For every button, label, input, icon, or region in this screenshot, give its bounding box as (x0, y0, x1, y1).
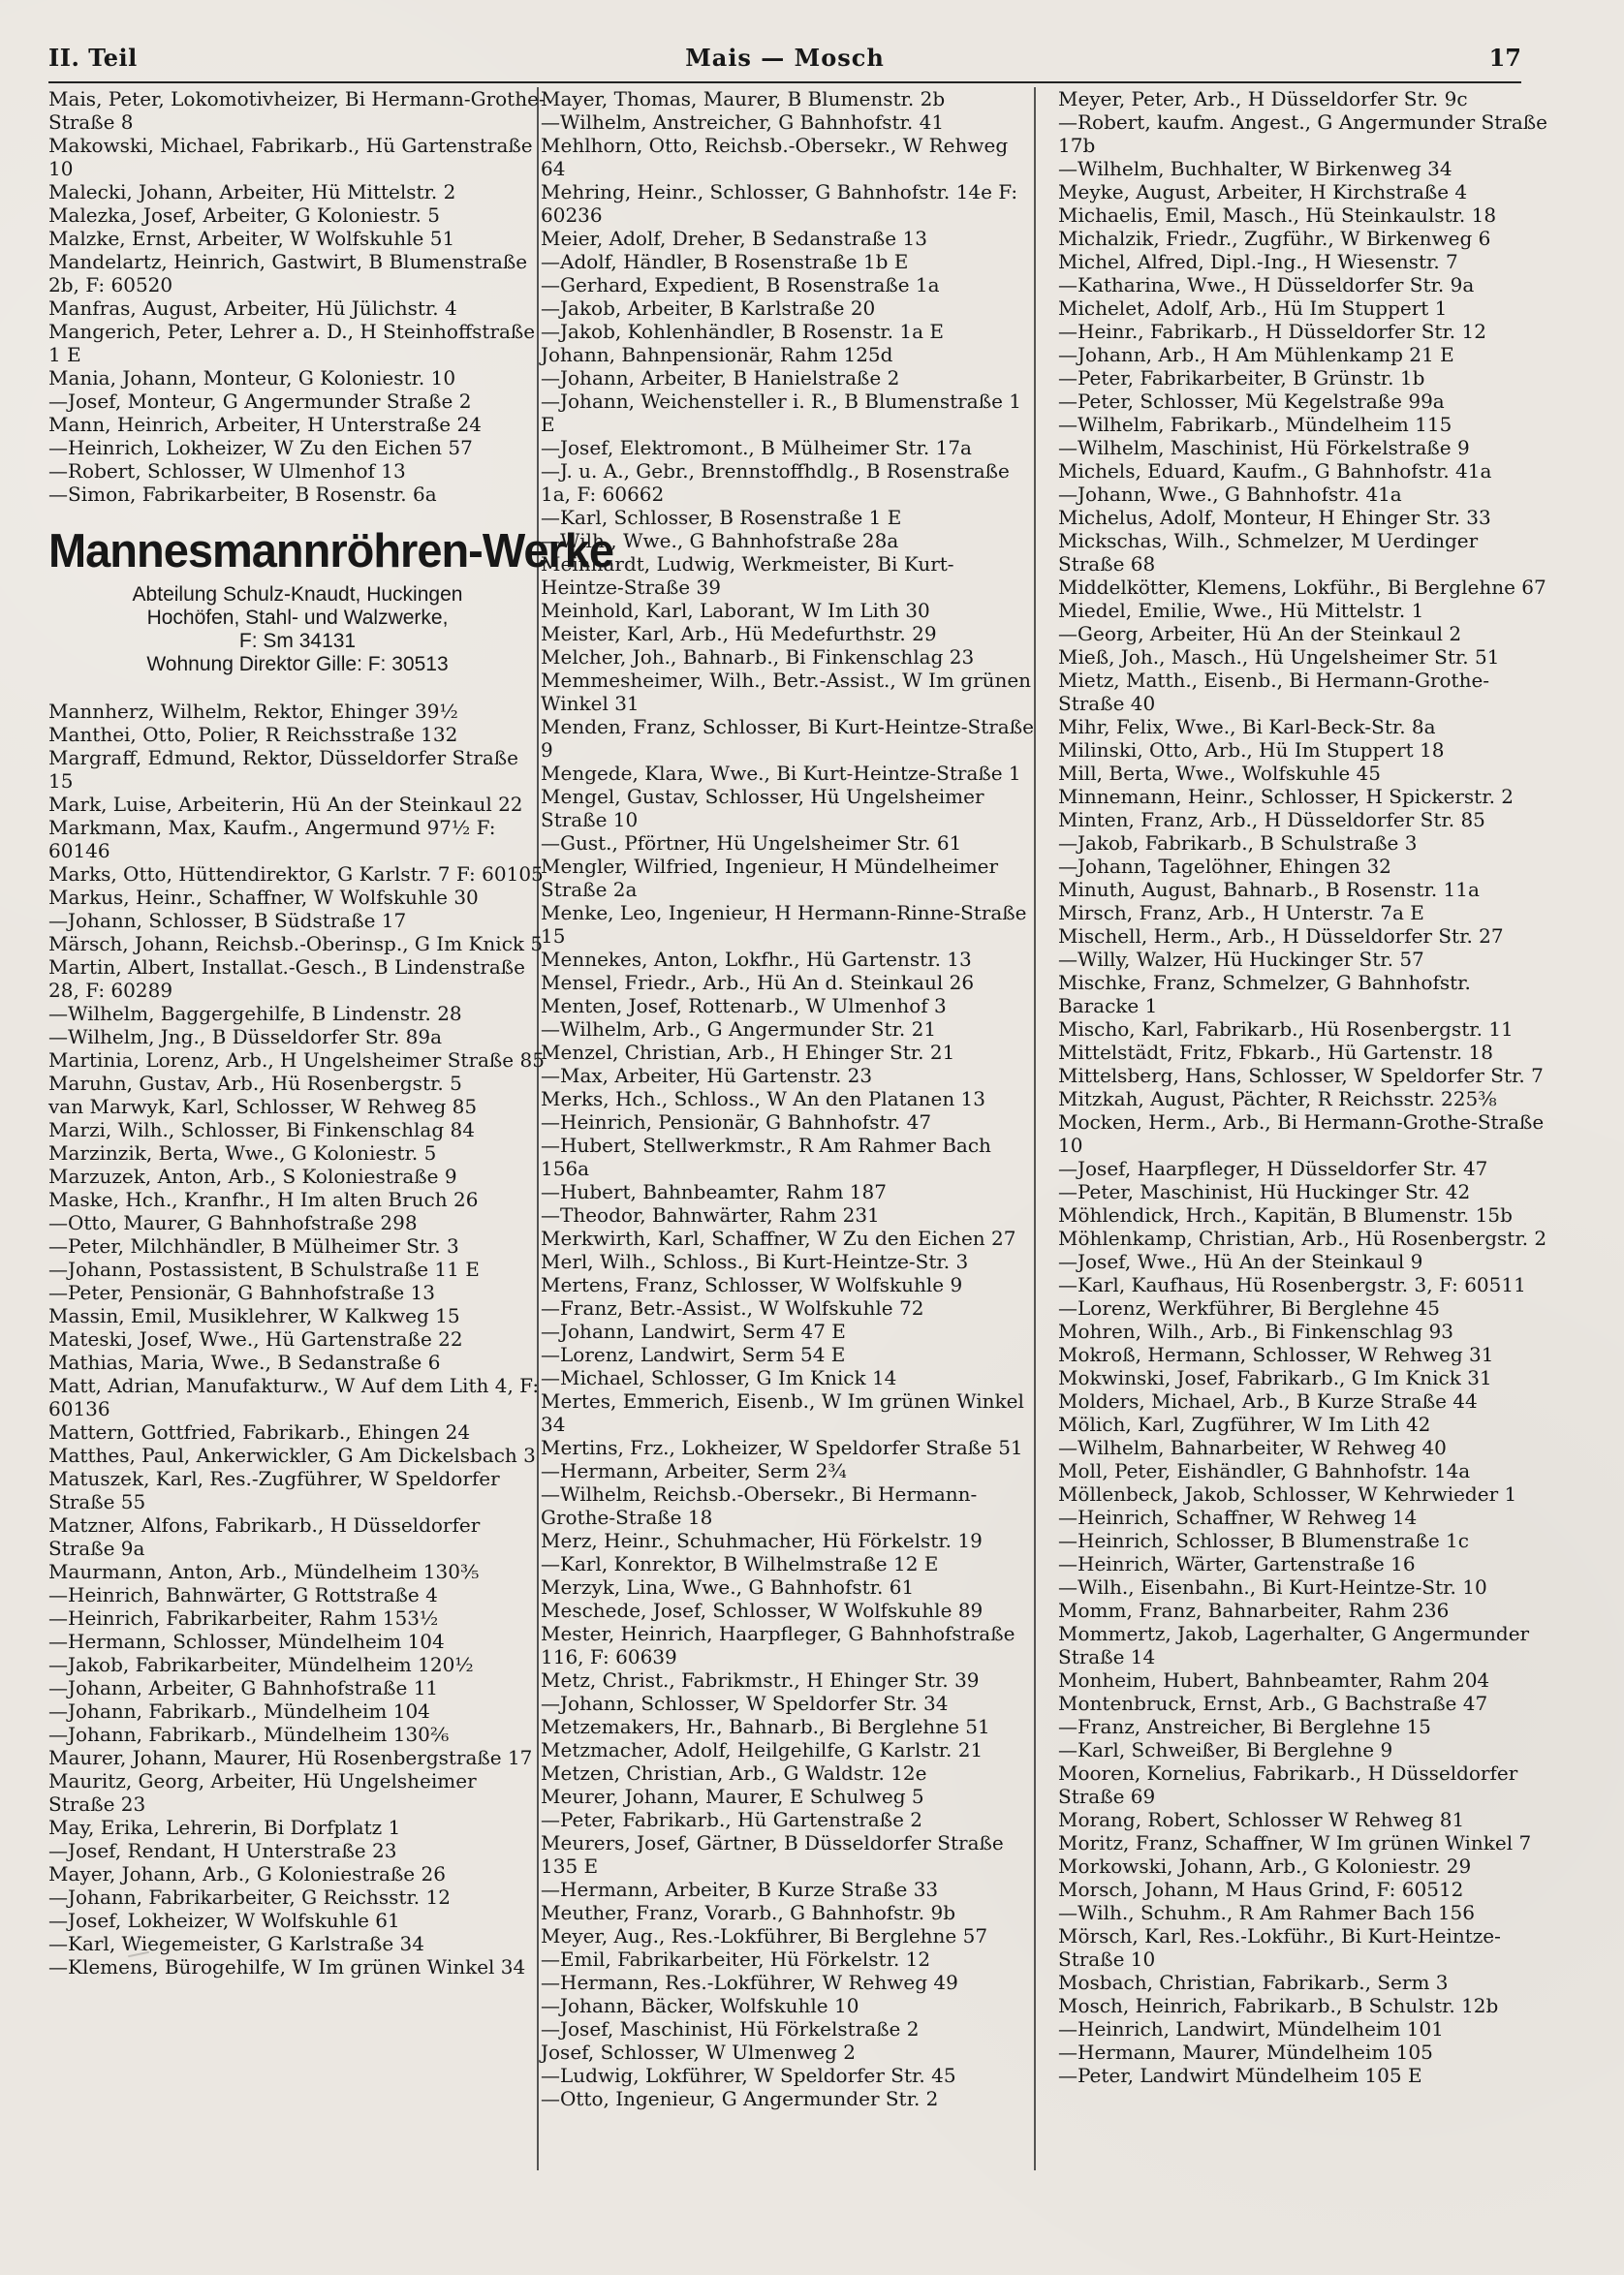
directory-entry: Margraff, Edmund, Rektor, Düsseldorfer Straße 15 (48, 745, 518, 793)
directory-entry: Mocken, Herm., Arb., Bi Hermann-Grothe-Straße 10 (1058, 1110, 1545, 1157)
directory-entry: —Heinrich, Schaffner, W Rehweg 14 (1058, 1506, 1418, 1529)
directory-entry: Mosch, Heinrich, Fabrikarb., B Schulstr. 12b (1058, 1994, 1499, 2017)
directory-entry: —Heinrich, Fabrikarbeiter, Rahm 153½ (48, 1605, 439, 1630)
directory-entry: Mengel, Gustav, Schlosser, Hü Ungelsheimer Straße 10 (541, 785, 984, 831)
directory-entry: Mandelartz, Heinrich, Gastwirt, B Blumenstraße 2b, F: 60520 (48, 250, 528, 296)
directory-entry: Möhlendick, Hrch., Kapitän, B Blumenstr. 15b (1058, 1203, 1513, 1227)
directory-entry: Melcher, Joh., Bahnarb., Bi Finkenschlag 23 (541, 645, 975, 669)
directory-entry: —Josef, Maschinist, Hü Förkelstraße 2 (541, 2017, 920, 2041)
directory-entry: Middelkötter, Klemens, Lokführ., Bi Berglehne 67 (1058, 576, 1546, 599)
directory-entry: —Peter, Fabrikarb., Hü Gartenstraße 2 (541, 1808, 922, 1831)
directory-entry: —Johann, Fabrikarbeiter, G Reichsstr. 12 (48, 1885, 451, 1909)
directory-entry: —Josef, Lokheizer, W Wolfskuhle 61 (48, 1908, 400, 1932)
directory-entry: —Hermann, Arbeiter, Serm 2¾ (541, 1459, 847, 1482)
directory-entry: Mittelsberg, Hans, Schlosser, W Speldorfer Str. 7 (1058, 1064, 1544, 1087)
directory-entry: Mengler, Wilfried, Ingenieur, H Mündelheimer Straße 2a (541, 855, 999, 901)
directory-entry: Johann, Bahnpensionär, Rahm 125d (541, 343, 893, 366)
directory-entry: Mateski, Josef, Wwe., Hü Gartenstraße 22 (48, 1326, 463, 1351)
directory-entry: Minten, Franz, Arb., H Düsseldorfer Str. 85 (1058, 808, 1485, 831)
directory-entry: Mooren, Kornelius, Fabrikarb., H Düsseldorfer Straße 69 (1058, 1761, 1518, 1808)
directory-column-2 (541, 87, 1035, 2110)
directory-entry: —Otto, Maurer, G Bahnhofstraße 298 (48, 1210, 418, 1234)
company-name: Mannesmannröhren-Werke (48, 522, 614, 577)
directory-entry: —Hermann, Schlosser, Mündelheim 104 (48, 1629, 445, 1653)
directory-entry: Merkwirth, Karl, Schaffner, W Zu den Eichen 27 (541, 1227, 1016, 1250)
directory-entry: Meurers, Josef, Gärtner, B Düsseldorfer Straße 135 E (541, 1831, 1004, 1878)
directory-entry: —Josef, Elektromont., B Mülheimer Str. 17a (541, 436, 972, 459)
page-number: 17 (1488, 44, 1521, 72)
directory-entry: —Josef, Haarpfleger, H Düsseldorfer Str. 47 (1058, 1157, 1488, 1180)
directory-entry: Mommertz, Jakob, Lagerhalter, G Angermunder Straße 14 (1058, 1622, 1530, 1668)
directory-entry: Meurer, Johann, Maurer, E Schulweg 5 (541, 1785, 924, 1808)
directory-entry: Meier, Adolf, Dreher, B Sedanstraße 13 (541, 227, 927, 250)
directory-entry: Mittelstädt, Fritz, Fbkarb., Hü Gartenstr. 18 (1058, 1041, 1493, 1064)
directory-entry: Metzen, Christian, Arb., G Waldstr. 12e (541, 1761, 927, 1785)
directory-entry: Merzyk, Lina, Wwe., G Bahnhofstr. 61 (541, 1575, 915, 1599)
directory-entry: —Johann, Wwe., G Bahnhofstr. 41a (1058, 483, 1402, 506)
directory-entry: —Heinrich, Lokheizer, W Zu den Eichen 57 (48, 436, 473, 459)
page-header (48, 43, 1521, 83)
directory-entry: Moritz, Franz, Schaffner, W Im grünen Winkel 7 (1058, 1831, 1532, 1854)
directory-entry: Mayer, Johann, Arb., G Koloniestraße 26 (48, 1861, 446, 1885)
directory-column-3 (1058, 87, 1548, 2087)
directory-entry: Meinhardt, Ludwig, Werkmeister, Bi Kurt-Heintze-Straße 39 (541, 552, 954, 599)
directory-entry: —Gerhard, Expedient, B Rosenstraße 1a (541, 273, 940, 296)
directory-entry: —Heinrich, Pensionär, G Bahnhofstr. 47 (541, 1110, 932, 1134)
directory-entry: Metzmacher, Adolf, Heilgehilfe, G Karlstr. 21 (541, 1738, 984, 1761)
directory-entry: Molders, Michael, Arb., B Kurze Straße 44 (1058, 1389, 1478, 1413)
directory-entry: Momm, Franz, Bahnarbeiter, Rahm 236 (1058, 1599, 1450, 1622)
directory-entry: —Lorenz, Landwirt, Serm 54 E (541, 1343, 846, 1366)
directory-entry: Maske, Hch., Kranfhr., H Im alten Bruch 26 (48, 1187, 479, 1211)
directory-entry: Michel, Alfred, Dipl.-Ing., H Wiesenstr. 7 (1058, 250, 1458, 273)
ad-line-4: Wohnung Direktor Gille: F: 30513 (146, 652, 449, 675)
directory-entry: Malezka, Josef, Arbeiter, G Koloniestr. 5 (48, 203, 440, 227)
directory-entry: —Wilhelm, Maschinist, Hü Förkelstraße 9 (1058, 436, 1470, 459)
directory-entry: Metz, Christ., Fabrikmstr., H Ehinger Str. 39 (541, 1668, 980, 1692)
directory-entry: Malzke, Ernst, Arbeiter, W Wolfskuhle 51 (48, 227, 455, 250)
ad-line-2: Hochöfen, Stahl- und Walzwerke, (146, 606, 449, 629)
directory-entry: —Josef, Monteur, G Angermunder Straße 2 (48, 390, 472, 413)
directory-entry: Moll, Peter, Eishändler, G Bahnhofstr. 14a (1058, 1459, 1471, 1482)
directory-entry: —J. u. A., Gebr., Brennstoffhdlg., B Rosenstraße 1a, F: 60662 (541, 459, 1010, 506)
directory-entry: —Jakob, Arbeiter, B Karlstraße 20 (541, 296, 876, 320)
directory-entry: —Klemens, Bürogehilfe, W Im grünen Winkel 34 (48, 1954, 526, 1979)
directory-entry: —Heinrich, Bahnwärter, G Rottstraße 4 (48, 1582, 438, 1606)
directory-entry: —Josef, Wwe., Hü An der Steinkaul 9 (1058, 1250, 1423, 1273)
directory-entry: Mester, Heinrich, Haarpfleger, G Bahnhofstraße 116, F: 60639 (541, 1622, 1015, 1668)
directory-entry: —Wilhelm, Buchhalter, W Birkenweg 34 (1058, 157, 1452, 180)
directory-entry: Mangerich, Peter, Lehrer a. D., H Steinhoffstraße 1 E (48, 320, 536, 366)
directory-entry: Mosbach, Christian, Fabrikarb., Serm 3 (1058, 1971, 1449, 1994)
directory-entry: Morkowski, Johann, Arb., G Koloniestr. 29 (1058, 1854, 1472, 1878)
directory-entry: —Wilhelm, Jng., B Düsseldorfer Str. 89a (48, 1024, 443, 1048)
directory-entry: —Adolf, Händler, B Rosenstraße 1b E (541, 250, 909, 273)
directory-entry: —Robert, Schlosser, W Ulmenhof 13 (48, 459, 406, 483)
directory-entry: Marzuzek, Anton, Arb., S Koloniestraße 9 (48, 1164, 457, 1188)
directory-entry: —Heinrich, Schlosser, B Blumenstraße 1c (1058, 1529, 1469, 1552)
directory-entry: —Karl, Kaufhaus, Hü Rosenbergstr. 3, F: 60511 (1058, 1273, 1526, 1296)
directory-entry: Mayer, Thomas, Maurer, B Blumenstr. 2b (541, 87, 946, 110)
directory-entry: Mihr, Felix, Wwe., Bi Karl-Beck-Str. 8a (1058, 715, 1436, 738)
directory-entry: Metzemakers, Hr., Bahnarb., Bi Berglehne 51 (541, 1715, 990, 1738)
directory-entry: —Hermann, Arbeiter, B Kurze Straße 33 (541, 1878, 939, 1901)
directory-entry: Monheim, Hubert, Bahnbeamter, Rahm 204 (1058, 1668, 1490, 1692)
directory-entry: Menden, Franz, Schlosser, Bi Kurt-Heintze-Straße 9 (541, 715, 1034, 762)
directory-entry: Meinhold, Karl, Laborant, W Im Lith 30 (541, 599, 930, 622)
directory-entry: —Johann, Schlosser, B Südstraße 17 (48, 908, 407, 932)
directory-column-1 (48, 87, 614, 1979)
directory-entry: —Peter, Milchhändler, B Mülheimer Str. 3 (48, 1233, 459, 1258)
directory-entry: Memmesheimer, Wilh., Betr.-Assist., W Im grünen Winkel 31 (541, 669, 1032, 715)
directory-entry: —Otto, Ingenieur, G Angermunder Str. 2 (541, 2087, 939, 2110)
directory-entry: —Peter, Schlosser, Mü Kegelstraße 99a (1058, 390, 1445, 413)
directory-entry: —Johann, Fabrikarb., Mündelheim 130²⁄₆ (48, 1722, 450, 1746)
directory-entry: Mölich, Karl, Zugführer, W Im Lith 42 (1058, 1413, 1431, 1436)
directory-entry: —Josef, Rendant, H Unterstraße 23 (48, 1838, 397, 1862)
directory-entry: May, Erika, Lehrerin, Bi Dorfplatz 1 (48, 1815, 401, 1839)
directory-entry: Möhlenkamp, Christian, Arb., Hü Rosenbergstr. 2 (1058, 1227, 1547, 1250)
directory-entry: Montenbruck, Ernst, Arb., G Bachstraße 47 (1058, 1692, 1488, 1715)
directory-entry: —Jakob, Kohlenhändler, B Rosenstr. 1a E (541, 320, 944, 343)
directory-entry: Markmann, Max, Kaufm., Angermund 97½ F: 60146 (48, 815, 496, 862)
directory-entry: Menke, Leo, Ingenieur, H Hermann-Rinne-Straße 15 (541, 901, 1027, 948)
directory-entry: Morsch, Johann, M Haus Grind, F: 60512 (1058, 1878, 1464, 1901)
directory-entry: —Wilhelm, Fabrikarb., Mündelheim 115 (1058, 413, 1452, 436)
directory-entry: Mehring, Heinr., Schlosser, G Bahnhofstr. 14e F: 60236 (541, 180, 1018, 227)
directory-entry: Michaelis, Emil, Masch., Hü Steinkaulstr. 18 (1058, 203, 1497, 227)
directory-entry: Marzi, Wilh., Schlosser, Bi Finkenschlag 84 (48, 1117, 475, 1141)
directory-entry: —Simon, Fabrikarbeiter, B Rosenstr. 6a (48, 483, 437, 506)
directory-entry: Meuther, Franz, Vorarb., G Bahnhofstr. 9b (541, 1901, 956, 1924)
directory-entry: Milinski, Otto, Arb., Hü Im Stuppert 18 (1058, 738, 1445, 762)
directory-entry: Meyke, August, Arbeiter, H Kirchstraße 4 (1058, 180, 1468, 203)
directory-entry: —Johann, Schlosser, W Speldorfer Str. 34 (541, 1692, 949, 1715)
directory-entry: Mischo, Karl, Fabrikarb., Hü Rosenbergstr. 11 (1058, 1017, 1514, 1041)
directory-entry: Mertens, Franz, Schlosser, W Wolfskuhle 9 (541, 1273, 963, 1296)
directory-entry: Mertins, Frz., Lokheizer, W Speldorfer Straße 51 (541, 1436, 1023, 1459)
directory-entry: Minnemann, Heinr., Schlosser, H Spickerstr. 2 (1058, 785, 1515, 808)
directory-entry: —Emil, Fabrikarbeiter, Hü Förkelstr. 12 (541, 1948, 931, 1971)
directory-entry: —Wilhelm, Anstreicher, G Bahnhofstr. 41 (541, 110, 945, 134)
directory-entry: —Franz, Anstreicher, Bi Berglehne 15 (1058, 1715, 1431, 1738)
directory-entry: —Karl, Schweißer, Bi Berglehne 9 (1058, 1738, 1393, 1761)
directory-entry: Merks, Hch., Schloss., W An den Platanen 13 (541, 1087, 986, 1110)
directory-entry: Mertes, Emmerich, Eisenb., W Im grünen Winkel 34 (541, 1389, 1024, 1436)
directory-entry: —Peter, Pensionär, G Bahnhofstraße 13 (48, 1280, 436, 1304)
directory-entry: —Jakob, Fabrikarb., B Schulstraße 3 (1058, 831, 1418, 855)
directory-entry: Mietz, Matth., Eisenb., Bi Hermann-Grothe-Straße 40 (1058, 669, 1490, 715)
directory-entry: Mokwinski, Josef, Fabrikarb., G Im Knick 31 (1058, 1366, 1492, 1389)
directory-entry: Maurmann, Anton, Arb., Mündelheim 130³⁄₅ (48, 1559, 480, 1583)
directory-entry: van Marwyk, Karl, Schlosser, W Rehweg 85 (48, 1094, 478, 1118)
directory-entry: Meschede, Josef, Schlosser, W Wolfskuhle 89 (541, 1599, 984, 1622)
directory-entry: —Johann, Weichensteller i. R., B Blumenstraße 1 E (541, 390, 1021, 436)
directory-entry: Massin, Emil, Musiklehrer, W Kalkweg 15 (48, 1303, 460, 1327)
directory-entry: Manfras, August, Arbeiter, Hü Jülichstr. 4 (48, 296, 457, 320)
directory-entry: Mennekes, Anton, Lokfhr., Hü Gartenstr. 13 (541, 948, 972, 971)
directory-entry: Menzel, Christian, Arb., H Ehinger Str. 21 (541, 1041, 955, 1064)
directory-entry: Mehlhorn, Otto, Reichsb.-Obersekr., W Rehweg 64 (541, 134, 1009, 180)
directory-entry: Menten, Josef, Rottenarb., W Ulmenhof 3 (541, 994, 947, 1017)
ad-line-1: Abteilung Schulz-Knaudt, Huckingen (132, 582, 463, 606)
directory-entry: —Wilhelm, Arb., G Angermunder Str. 21 (541, 1017, 937, 1041)
directory-entry: —Lorenz, Werkführer, Bi Berglehne 45 (1058, 1296, 1440, 1320)
directory-entry: —Wilh., Schuhm., R Am Rahmer Bach 156 (1058, 1901, 1475, 1924)
directory-entry: —Georg, Arbeiter, Hü An der Steinkaul 2 (1058, 622, 1462, 645)
directory-entry: Meyer, Peter, Arb., H Düsseldorfer Str. 9c (1058, 87, 1468, 110)
directory-entry: —Hubert, Stellwerkmstr., R Am Rahmer Bach 156a (541, 1134, 991, 1180)
directory-entry: Michelet, Adolf, Arb., Hü Im Stuppert 1 (1058, 296, 1448, 320)
directory-entry: Maruhn, Gustav, Arb., Hü Rosenbergstr. 5 (48, 1071, 462, 1095)
directory-entry: Märsch, Johann, Reichsb.-Oberinsp., G Im Knick 5 (48, 931, 544, 955)
directory-entry: Mirsch, Franz, Arb., H Unterstr. 7a E (1058, 901, 1424, 924)
directory-entry: —Johann, Landwirt, Serm 47 E (541, 1320, 846, 1343)
directory-entry: —Karl, Schlosser, B Rosenstraße 1 E (541, 506, 902, 529)
directory-entry: —Robert, kaufm. Angest., G Angermunder Straße 17b (1058, 110, 1547, 157)
directory-entry: Manthei, Otto, Polier, R Reichsstraße 132 (48, 722, 458, 746)
directory-entry: Matt, Adrian, Manufakturw., W Auf dem Lith 4, F: 60136 (48, 1373, 540, 1420)
directory-entry: —Johann, Fabrikarb., Mündelheim 104 (48, 1698, 430, 1723)
directory-entry: —Jakob, Fabrikarbeiter, Mündelheim 120½ (48, 1652, 474, 1676)
directory-entry: —Wilh., Wwe., G Bahnhofstraße 28a (541, 529, 899, 552)
directory-entry: —Peter, Landwirt Mündelheim 105 E (1058, 2064, 1422, 2087)
directory-entry: —Willy, Walzer, Hü Huckinger Str. 57 (1058, 948, 1424, 971)
directory-entry: —Johann, Arbeiter, B Hanielstraße 2 (541, 366, 900, 390)
directory-entry: Mill, Berta, Wwe., Wolfskuhle 45 (1058, 762, 1381, 785)
directory-entry: Mengede, Klara, Wwe., Bi Kurt-Heintze-Straße 1 (541, 762, 1021, 785)
directory-entry: Martin, Albert, Installat.-Gesch., B Lindenstraße 28, F: 60289 (48, 954, 526, 1002)
directory-entry: —Johann, Bäcker, Wolfskuhle 10 (541, 1994, 859, 2017)
directory-entry: Maurer, Johann, Maurer, Hü Rosenbergstraße 17 (48, 1745, 533, 1769)
directory-entry: —Theodor, Bahnwärter, Rahm 231 (541, 1203, 880, 1227)
directory-entry: Mörsch, Karl, Res.-Lokführ., Bi Kurt-Heintze-Straße 10 (1058, 1924, 1501, 1971)
page-range-title: Mais — Mosch (685, 44, 885, 72)
directory-entry: Mickschas, Wilh., Schmelzer, M Uerdinger Straße 68 (1058, 529, 1479, 576)
ad-line-3: F: Sm 34131 (238, 629, 357, 652)
directory-entry: Mattern, Gottfried, Fabrikarb., Ehingen 24 (48, 1419, 471, 1444)
directory-entry: Mathias, Maria, Wwe., B Sedanstraße 6 (48, 1350, 441, 1374)
directory-entry: Michalzik, Friedr., Zugführ., W Birkenweg 6 (1058, 227, 1491, 250)
directory-entry: Mokroß, Hermann, Schlosser, W Rehweg 31 (1058, 1343, 1494, 1366)
directory-entry: —Michael, Schlosser, G Im Knick 14 (541, 1366, 897, 1389)
directory-entry: —Franz, Betr.-Assist., W Wolfskuhle 72 (541, 1296, 924, 1320)
directory-entry: —Katharina, Wwe., H Düsseldorfer Str. 9a (1058, 273, 1475, 296)
directory-entry: Mitzkah, August, Pächter, R Reichsstr. 225⅜ (1058, 1087, 1497, 1110)
directory-entry: —Wilhelm, Bahnarbeiter, W Rehweg 40 (1058, 1436, 1447, 1459)
directory-entry: —Johann, Arb., H Am Mühlenkamp 21 E (1058, 343, 1454, 366)
directory-entry: Möllenbeck, Jakob, Schlosser, W Kehrwieder 1 (1058, 1482, 1517, 1506)
directory-entry: —Heinrich, Wärter, Gartenstraße 16 (1058, 1552, 1416, 1575)
directory-entry: Markus, Heinr., Schaffner, W Wolfskuhle 30 (48, 885, 479, 909)
directory-entry: —Karl, Wiegemeister, G Karlstraße 34 (48, 1931, 424, 1955)
section-label: II. Teil (48, 44, 138, 72)
directory-entry: Merz, Heinr., Schuhmacher, Hü Förkelstr. 19 (541, 1529, 983, 1552)
directory-entry: Matthes, Paul, Ankerwickler, G Am Dickelsbach 3 (48, 1443, 536, 1467)
company-advertisement (48, 522, 614, 676)
directory-entry: Michels, Eduard, Kaufm., G Bahnhofstr. 41a (1058, 459, 1492, 483)
directory-entry: Josef, Schlosser, W Ulmenweg 2 (541, 2041, 856, 2064)
directory-entry: —Hermann, Res.-Lokführer, W Rehweg 49 (541, 1971, 958, 1994)
directory-entry: Merl, Wilh., Schloss., Bi Kurt-Heintze-Str. 3 (541, 1250, 969, 1273)
directory-entry: Minuth, August, Bahnarb., B Rosenstr. 11a (1058, 878, 1480, 901)
directory-entry: Matzner, Alfons, Fabrikarb., H Düsseldorfer Straße 9a (48, 1512, 481, 1560)
directory-entry: —Johann, Postassistent, B Schulstraße 11 E (48, 1257, 480, 1281)
directory-entry: Mischell, Herm., Arb., H Düsseldorfer Str. 27 (1058, 924, 1504, 948)
directory-entry: —Peter, Fabrikarbeiter, B Grünstr. 1b (1058, 366, 1425, 390)
directory-entry: Mieß, Joh., Masch., Hü Ungelsheimer Str. 51 (1058, 645, 1500, 669)
directory-entry: —Hubert, Bahnbeamter, Rahm 187 (541, 1180, 887, 1203)
directory-entry: Marzinzik, Berta, Wwe., G Koloniestr. 5 (48, 1140, 437, 1165)
directory-entry: —Wilhelm, Reichsb.-Obersekr., Bi Hermann-Grothe-Straße 18 (541, 1482, 978, 1529)
directory-entry: Mann, Heinrich, Arbeiter, H Unterstraße 24 (48, 413, 482, 436)
directory-entry: Mensel, Friedr., Arb., Hü An d. Steinkaul 26 (541, 971, 975, 994)
directory-entry: —Wilhelm, Baggergehilfe, B Lindenstr. 28 (48, 1001, 462, 1025)
directory-entry: —Ludwig, Lokführer, W Speldorfer Str. 45 (541, 2064, 956, 2087)
directory-entry: Mauritz, Georg, Arbeiter, Hü Ungelsheimer Straße 23 (48, 1768, 477, 1816)
directory-entry: Meister, Karl, Arb., Hü Medefurthstr. 29 (541, 622, 937, 645)
directory-entry: Mark, Luise, Arbeiterin, Hü An der Steinkaul 22 (48, 792, 523, 816)
directory-entry: —Heinrich, Landwirt, Mündelheim 101 (1058, 2017, 1444, 2041)
directory-entry: Meyer, Aug., Res.-Lokführer, Bi Berglehne 57 (541, 1924, 988, 1948)
directory-entry: Mania, Johann, Monteur, G Koloniestr. 10 (48, 366, 456, 390)
directory-entry: Miedel, Emilie, Wwe., Hü Mittelstr. 1 (1058, 599, 1424, 622)
directory-entry: Marks, Otto, Hüttendirektor, G Karlstr. 7 F: 60105 (48, 861, 544, 886)
directory-entry: —Karl, Konrektor, B Wilhelmstraße 12 E (541, 1552, 939, 1575)
directory-entry: Matuszek, Karl, Res.-Zugführer, W Speldorfer Straße 55 (48, 1466, 500, 1513)
directory-entry: Michelus, Adolf, Monteur, H Ehinger Str. 33 (1058, 506, 1491, 529)
directory-entry: —Max, Arbeiter, Hü Gartenstr. 23 (541, 1064, 873, 1087)
directory-entry: Malecki, Johann, Arbeiter, Hü Mittelstr. 2 (48, 180, 456, 203)
directory-entry: Martinia, Lorenz, Arb., H Ungelsheimer Straße 85 (48, 1047, 545, 1072)
directory-entry: —Johann, Tagelöhner, Ehingen 32 (1058, 855, 1391, 878)
directory-entry: Mais, Peter, Lokomotivheizer, Bi Hermann-Grothe-Straße 8 (48, 87, 546, 134)
directory-entry: Makowski, Michael, Fabrikarb., Hü Gartenstraße 10 (48, 134, 533, 180)
directory-entry: —Hermann, Maurer, Mündelheim 105 (1058, 2041, 1433, 2064)
directory-entry: —Gust., Pförtner, Hü Ungelsheimer Str. 61 (541, 831, 962, 855)
directory-entry: Mannherz, Wilhelm, Rektor, Ehinger 39½ (48, 699, 458, 723)
directory-entry: —Wilh., Eisenbahn., Bi Kurt-Heintze-Str. 10 (1058, 1575, 1487, 1599)
directory-entry: —Johann, Arbeiter, G Bahnhofstraße 11 (48, 1675, 439, 1699)
directory-entry: Mohren, Wilh., Arb., Bi Finkenschlag 93 (1058, 1320, 1453, 1343)
directory-entry: Mischke, Franz, Schmelzer, G Bahnhofstr. Baracke 1 (1058, 971, 1471, 1017)
directory-entry: —Peter, Maschinist, Hü Huckinger Str. 42 (1058, 1180, 1471, 1203)
directory-entry: Morang, Robert, Schlosser W Rehweg 81 (1058, 1808, 1465, 1831)
directory-entry: —Heinr., Fabrikarb., H Düsseldorfer Str. 12 (1058, 320, 1486, 343)
